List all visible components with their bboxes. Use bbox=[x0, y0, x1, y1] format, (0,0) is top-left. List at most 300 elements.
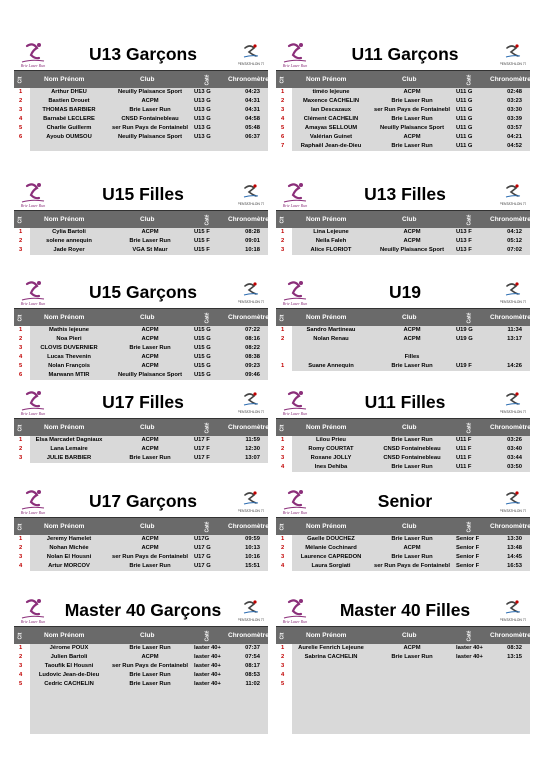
table-body bbox=[281, 326, 530, 371]
rank-cell: 1 bbox=[281, 645, 285, 651]
category-cell: U13 F bbox=[456, 229, 472, 235]
name-cell: Barnabé LECLERE bbox=[43, 116, 95, 122]
svg-text:PENTATHLON 77: PENTATHLON 77 bbox=[500, 202, 526, 206]
header-name: Nom Prénom bbox=[44, 523, 85, 530]
time-cell: 05:48 bbox=[245, 125, 260, 131]
club-cell: ACPM bbox=[141, 363, 159, 369]
header-time: Chronomètre bbox=[228, 216, 269, 223]
time-cell: 03:39 bbox=[507, 116, 522, 122]
name-cell: Arthur DHEU bbox=[51, 89, 87, 95]
time-cell: 11:02 bbox=[245, 681, 260, 687]
club-cell: Brie Laser Run bbox=[391, 464, 433, 470]
header-club: Club bbox=[402, 523, 417, 530]
time-cell: 03:50 bbox=[507, 464, 522, 470]
table-header bbox=[276, 517, 530, 535]
time-cell: 14:45 bbox=[507, 554, 522, 560]
club-cell: ser Run Pays de Fontainebl bbox=[111, 554, 189, 560]
header-club: Club bbox=[140, 632, 155, 639]
pentathlon-77-logo bbox=[500, 42, 526, 70]
category-cell: U19 F bbox=[456, 363, 472, 369]
category-cell: U17 F bbox=[194, 446, 210, 452]
club-cell: VGA St Maur bbox=[132, 247, 168, 253]
header-time: Chronomètre bbox=[490, 632, 531, 639]
svg-text:Brie Laser Run: Brie Laser Run bbox=[282, 510, 308, 515]
header-rank: Clt bbox=[17, 76, 24, 84]
category-cell: U11 G bbox=[456, 134, 473, 140]
time-cell: 08:32 bbox=[507, 645, 522, 651]
club-cell: ACPM bbox=[141, 437, 159, 443]
time-cell: 09:46 bbox=[245, 372, 260, 378]
club-cell: CNSD Fontainebleau bbox=[383, 455, 441, 461]
empty-row bbox=[292, 689, 530, 698]
brie-laser-run-logo bbox=[280, 180, 310, 210]
header-time: Chronomètre bbox=[490, 76, 531, 83]
time-cell: 04:58 bbox=[245, 116, 260, 122]
time-cell: 09:01 bbox=[245, 238, 260, 244]
block-title: U17 Garçons bbox=[89, 491, 197, 511]
table-body bbox=[19, 326, 268, 380]
category-cell: U15 G bbox=[194, 336, 211, 342]
table-row bbox=[19, 344, 268, 353]
category-cell: U11 G bbox=[456, 125, 473, 131]
club-cell: Neuilly Plaisance Sport bbox=[117, 89, 183, 95]
table-row bbox=[281, 662, 530, 671]
rank-cell: 2 bbox=[281, 238, 285, 244]
name-cell: Mathis lejeune bbox=[49, 327, 89, 333]
name-cell: Cylia Bartoli bbox=[52, 229, 86, 235]
table-row bbox=[19, 662, 268, 671]
svg-text:PENTATHLON 77: PENTATHLON 77 bbox=[238, 410, 264, 414]
category-cell: laster 40+ bbox=[456, 654, 483, 660]
block-title: U11 Filles bbox=[364, 392, 446, 412]
name-cell: Roxane JOLLY bbox=[310, 455, 352, 461]
table-header bbox=[14, 626, 268, 644]
table-row bbox=[292, 344, 530, 353]
time-cell: 08:53 bbox=[245, 672, 260, 678]
header-name: Nom Prénom bbox=[306, 523, 347, 530]
name-cell: Romy COURTAT bbox=[308, 446, 354, 452]
pentathlon-77-logo bbox=[500, 182, 526, 210]
header-name: Nom Prénom bbox=[306, 216, 347, 223]
category-cell: U19 G bbox=[456, 327, 473, 333]
svg-text:PENTATHLON 77: PENTATHLON 77 bbox=[238, 618, 264, 622]
table-row bbox=[281, 454, 530, 463]
results-table bbox=[276, 517, 530, 571]
table-row bbox=[19, 544, 268, 553]
name-cell: Valérian Guinet bbox=[309, 134, 353, 140]
header-club: Club bbox=[140, 216, 155, 223]
name-cell: Mélanie Cochinard bbox=[305, 545, 357, 551]
svg-text:PENTATHLON 77: PENTATHLON 77 bbox=[500, 618, 526, 622]
name-cell: Aurelie Fenrich Lejeune bbox=[298, 645, 364, 651]
pentathlon-77-logo bbox=[238, 390, 264, 418]
header-club: Club bbox=[402, 216, 417, 223]
club-cell: Brie Laser Run bbox=[391, 554, 433, 560]
header-category: Caté bbox=[204, 214, 211, 226]
category-cell: U11 F bbox=[456, 446, 472, 452]
club-cell: Brie Laser Run bbox=[129, 672, 171, 678]
table-row bbox=[19, 562, 268, 571]
rank-cell: 1 bbox=[281, 437, 285, 443]
header-name: Nom Prénom bbox=[306, 424, 347, 431]
empty-row bbox=[30, 707, 268, 716]
club-cell: Brie Laser Run bbox=[391, 143, 433, 149]
table-header bbox=[14, 210, 268, 228]
time-cell: 10:16 bbox=[245, 554, 260, 560]
rank-cell: 4 bbox=[19, 354, 23, 360]
header-time: Chronomètre bbox=[228, 76, 269, 83]
time-cell: 08:22 bbox=[245, 345, 260, 351]
time-cell: 05:12 bbox=[507, 238, 522, 244]
table-row bbox=[19, 535, 268, 544]
pentathlon-77-logo bbox=[238, 489, 264, 517]
name-cell: Jeremy Hamelet bbox=[46, 536, 92, 542]
table-row bbox=[19, 326, 268, 335]
name-cell: THOMAS BARBIER bbox=[42, 107, 96, 113]
name-cell: Nolan François bbox=[48, 363, 90, 369]
time-cell: 08:38 bbox=[245, 354, 260, 360]
empty-row bbox=[292, 698, 530, 707]
name-cell: Sandro Martineau bbox=[306, 327, 356, 333]
results-table bbox=[276, 626, 530, 734]
rank-cell: 2 bbox=[281, 336, 285, 342]
table-row bbox=[19, 371, 268, 380]
rank-cell: 2 bbox=[281, 654, 285, 660]
table-row bbox=[281, 133, 530, 142]
name-cell: Ayoub OUMSOU bbox=[46, 134, 92, 140]
table-row bbox=[281, 436, 530, 445]
table-body bbox=[281, 644, 530, 734]
category-cell: U17G bbox=[194, 536, 210, 542]
table-body bbox=[19, 644, 268, 734]
table-row bbox=[281, 644, 530, 653]
club-cell: ser Run Pays de Fontainebl bbox=[373, 107, 451, 113]
club-cell: Neuilly Plaisance Sport bbox=[379, 247, 445, 253]
svg-text:Brie Laser Run: Brie Laser Run bbox=[20, 203, 46, 208]
name-cell: Noa Pieri bbox=[56, 336, 82, 342]
table-row bbox=[281, 562, 530, 571]
rank-cell: 3 bbox=[281, 663, 285, 669]
header-name: Nom Prénom bbox=[306, 76, 347, 83]
table-row bbox=[281, 237, 530, 246]
brie-laser-run-logo bbox=[18, 487, 48, 517]
rank-cell: 3 bbox=[19, 107, 23, 113]
table-body bbox=[19, 88, 268, 151]
table-row bbox=[281, 97, 530, 106]
time-cell: 16:53 bbox=[507, 563, 522, 569]
name-cell: Maxence CACHELIN bbox=[302, 98, 360, 104]
header-time: Chronomètre bbox=[490, 216, 531, 223]
brie-laser-run-logo bbox=[280, 278, 310, 308]
name-cell: Elsa Marcadet Dagniaux bbox=[35, 437, 103, 443]
header-category: Caté bbox=[466, 214, 473, 226]
rank-cell: 2 bbox=[19, 545, 23, 551]
rank-cell: 7 bbox=[281, 143, 285, 149]
name-cell: Julien Bartoli bbox=[50, 654, 88, 660]
header-category: Caté bbox=[204, 521, 211, 533]
time-cell: 13:15 bbox=[507, 654, 522, 660]
table-row bbox=[19, 445, 268, 454]
time-cell: 08:17 bbox=[245, 663, 260, 669]
table-body bbox=[281, 535, 530, 571]
club-cell: Brie Laser Run bbox=[129, 563, 171, 569]
results-table bbox=[276, 418, 530, 472]
category-cell: U17 F bbox=[194, 437, 210, 443]
rank-cell: 3 bbox=[19, 455, 23, 461]
header-rank: Clt bbox=[17, 314, 24, 322]
table-row bbox=[281, 671, 530, 680]
club-cell: ACPM bbox=[141, 446, 159, 452]
name-cell: Jade Royer bbox=[53, 247, 85, 253]
name-cell: Lana Lemaire bbox=[50, 446, 88, 452]
table-header bbox=[14, 418, 268, 436]
rank-cell: 1 bbox=[19, 437, 23, 443]
table-row bbox=[281, 553, 530, 562]
empty-row bbox=[30, 698, 268, 707]
svg-text:PENTATHLON 77: PENTATHLON 77 bbox=[238, 62, 264, 66]
name-cell: Clément CACHELIN bbox=[303, 116, 359, 122]
club-cell: ACPM bbox=[403, 134, 421, 140]
category-cell: laster 40+ bbox=[194, 681, 221, 687]
brie-laser-run-logo bbox=[18, 388, 48, 418]
rank-cell: 5 bbox=[19, 125, 23, 131]
block-title: Master 40 Filles bbox=[339, 600, 471, 620]
time-cell: 04:12 bbox=[507, 229, 522, 235]
club-cell: CNSD Fontainebleau bbox=[383, 446, 441, 452]
table-row bbox=[281, 106, 530, 115]
pentathlon-77-logo bbox=[238, 598, 264, 626]
header-club: Club bbox=[140, 424, 155, 431]
name-cell: solene annequin bbox=[46, 238, 92, 244]
table-row bbox=[281, 463, 530, 472]
club-cell: ACPM bbox=[141, 354, 159, 360]
category-cell: Senior F bbox=[456, 554, 480, 560]
table-row bbox=[281, 362, 530, 371]
category-cell: Senior F bbox=[456, 563, 480, 569]
time-cell: 02:48 bbox=[507, 89, 522, 95]
time-cell: 04:31 bbox=[245, 98, 260, 104]
block-title: U11 Garçons bbox=[351, 44, 459, 64]
table-row bbox=[281, 88, 530, 97]
club-cell: ACPM bbox=[403, 336, 421, 342]
header-time: Chronomètre bbox=[228, 424, 269, 431]
rank-cell: 3 bbox=[281, 107, 285, 113]
rank-cell: 4 bbox=[19, 116, 23, 122]
category-cell: U15 G bbox=[194, 327, 211, 333]
table-body bbox=[281, 228, 530, 255]
empty-row bbox=[30, 689, 268, 698]
empty-row bbox=[292, 716, 530, 725]
table-row bbox=[19, 115, 268, 124]
name-cell: Ian Descazaux bbox=[311, 107, 351, 113]
rank-cell: 3 bbox=[19, 345, 23, 351]
header-rank: Clt bbox=[279, 523, 286, 531]
header-rank: Clt bbox=[17, 216, 24, 224]
header-time: Chronomètre bbox=[490, 424, 531, 431]
category-cell: laster 40+ bbox=[456, 645, 483, 651]
header-name: Nom Prénom bbox=[44, 424, 85, 431]
category-cell: U11 G bbox=[456, 116, 473, 122]
time-cell: 03:30 bbox=[507, 107, 522, 113]
brie-laser-run-logo bbox=[280, 596, 310, 626]
results-table bbox=[14, 418, 268, 463]
club-cell: ACPM bbox=[403, 89, 421, 95]
results-table bbox=[14, 517, 268, 571]
time-cell: 04:23 bbox=[245, 89, 260, 95]
pentathlon-77-logo bbox=[500, 280, 526, 308]
empty-row bbox=[30, 725, 268, 734]
svg-text:Brie Laser Run: Brie Laser Run bbox=[20, 411, 46, 416]
header-club: Club bbox=[402, 314, 417, 321]
rank-cell: 4 bbox=[281, 563, 285, 569]
club-cell: Brie Laser Run bbox=[391, 98, 433, 104]
category-cell: U11 G bbox=[456, 143, 473, 149]
table-row bbox=[19, 436, 268, 445]
svg-text:Brie Laser Run: Brie Laser Run bbox=[20, 619, 46, 624]
time-cell: 04:52 bbox=[507, 143, 522, 149]
table-row bbox=[19, 362, 268, 371]
rank-cell: 2 bbox=[19, 654, 23, 660]
brie-laser-run-logo bbox=[18, 40, 48, 70]
time-cell: 07:54 bbox=[245, 654, 260, 660]
time-cell: 03:40 bbox=[507, 446, 522, 452]
time-cell: 03:57 bbox=[507, 125, 522, 131]
results-table bbox=[276, 210, 530, 255]
time-cell: 15:51 bbox=[245, 563, 260, 569]
name-cell: Gaelle DOUCHEZ bbox=[307, 536, 355, 542]
club-cell: ACPM bbox=[403, 645, 421, 651]
name-cell: Ines Dehiba bbox=[314, 464, 348, 470]
table-header bbox=[276, 626, 530, 644]
table-row bbox=[19, 671, 268, 680]
table-header bbox=[276, 308, 530, 326]
header-category: Caté bbox=[466, 312, 473, 324]
header-rank: Clt bbox=[279, 314, 286, 322]
rank-cell: 2 bbox=[281, 446, 285, 452]
header-club: Club bbox=[140, 76, 155, 83]
club-cell: Brie Laser Run bbox=[129, 455, 171, 461]
pentathlon-77-logo bbox=[500, 390, 526, 418]
category-cell: laster 40+ bbox=[194, 654, 221, 660]
rank-cell: 3 bbox=[281, 554, 285, 560]
club-cell: Brie Laser Run bbox=[391, 536, 433, 542]
category-cell: U15 G bbox=[194, 363, 211, 369]
header-category: Caté bbox=[466, 521, 473, 533]
time-cell: 03:44 bbox=[507, 455, 522, 461]
category-cell: U13 G bbox=[194, 116, 211, 122]
club-cell: ACPM bbox=[403, 545, 421, 551]
club-cell: ACPM bbox=[403, 238, 421, 244]
svg-text:Brie Laser Run: Brie Laser Run bbox=[282, 203, 308, 208]
time-cell: 12:30 bbox=[245, 446, 260, 452]
name-cell: Nolan Renau bbox=[313, 336, 349, 342]
rank-cell: 3 bbox=[281, 455, 285, 461]
club-cell: ACPM bbox=[403, 229, 421, 235]
rank-cell: 1 bbox=[19, 327, 23, 333]
time-cell: 14:26 bbox=[507, 363, 522, 369]
time-cell: 06:37 bbox=[245, 134, 260, 140]
category-cell: U15 F bbox=[194, 238, 210, 244]
time-cell: 07:02 bbox=[507, 247, 522, 253]
block-title: U19 bbox=[388, 282, 422, 302]
header-name: Nom Prénom bbox=[306, 632, 347, 639]
svg-text:PENTATHLON 77: PENTATHLON 77 bbox=[500, 300, 526, 304]
name-cell: Cedric CACHELIN bbox=[44, 681, 94, 687]
table-row bbox=[281, 653, 530, 662]
time-cell: 13:07 bbox=[245, 455, 260, 461]
svg-text:PENTATHLON 77: PENTATHLON 77 bbox=[238, 300, 264, 304]
table-row bbox=[19, 653, 268, 662]
club-cell: ACPM bbox=[141, 336, 159, 342]
rank-cell: 4 bbox=[19, 672, 23, 678]
category-cell: U11 G bbox=[456, 98, 473, 104]
empty-row bbox=[30, 716, 268, 725]
name-cell: timéo lejeune bbox=[312, 89, 350, 95]
table-row bbox=[19, 353, 268, 362]
name-cell: Neila Faleh bbox=[315, 238, 347, 244]
svg-text:Brie Laser Run: Brie Laser Run bbox=[20, 63, 46, 68]
rank-cell: 2 bbox=[19, 446, 23, 452]
table-row bbox=[19, 335, 268, 344]
club-cell: Brie Laser Run bbox=[129, 107, 171, 113]
category-cell: laster 40+ bbox=[194, 672, 221, 678]
empty-row bbox=[292, 725, 530, 734]
header-name: Nom Prénom bbox=[44, 632, 85, 639]
time-cell: 13:17 bbox=[507, 336, 522, 342]
svg-text:PENTATHLON 77: PENTATHLON 77 bbox=[500, 62, 526, 66]
header-rank: Clt bbox=[279, 216, 286, 224]
club-cell: ACPM bbox=[141, 654, 159, 660]
table-row bbox=[281, 124, 530, 133]
header-category: Caté bbox=[204, 74, 211, 86]
name-cell: CLOVIS DUVERNIER bbox=[40, 345, 98, 351]
club-cell: ACPM bbox=[141, 98, 159, 104]
header-category: Caté bbox=[466, 74, 473, 86]
svg-text:PENTATHLON 77: PENTATHLON 77 bbox=[238, 509, 264, 513]
rank-cell: 1 bbox=[19, 536, 23, 542]
club-cell: Brie Laser Run bbox=[129, 345, 171, 351]
time-cell: 11:59 bbox=[245, 437, 260, 443]
header-rank: Clt bbox=[279, 76, 286, 84]
time-cell: 08:16 bbox=[245, 336, 260, 342]
table-header bbox=[14, 70, 268, 88]
category-cell: U15 F bbox=[194, 229, 210, 235]
rank-cell: 3 bbox=[19, 554, 23, 560]
club-cell: Brie Laser Run bbox=[129, 238, 171, 244]
category-cell: U11 G bbox=[456, 107, 473, 113]
club-cell: ACPM bbox=[141, 229, 159, 235]
results-table bbox=[14, 308, 268, 380]
category-cell: U17 G bbox=[194, 563, 211, 569]
rank-cell: 1 bbox=[19, 229, 23, 235]
name-cell: Laurence CAPREDON bbox=[300, 554, 362, 560]
table-row bbox=[19, 237, 268, 246]
club-cell: CNSD Fontainebleau bbox=[121, 116, 179, 122]
table-row bbox=[19, 553, 268, 562]
club-cell: Brie Laser Run bbox=[391, 654, 433, 660]
table-row bbox=[19, 644, 268, 653]
name-cell: Lucas Thevenin bbox=[47, 354, 91, 360]
time-cell: 03:26 bbox=[507, 437, 522, 443]
svg-text:Brie Laser Run: Brie Laser Run bbox=[282, 63, 308, 68]
table-row bbox=[19, 246, 268, 255]
block-title: Senior bbox=[377, 491, 433, 511]
club-cell: Brie Laser Run bbox=[391, 116, 433, 122]
club-cell: Brie Laser Run bbox=[129, 645, 171, 651]
header-rank: Clt bbox=[17, 523, 24, 531]
club-cell: ACPM bbox=[141, 536, 159, 542]
table-row bbox=[281, 142, 530, 151]
